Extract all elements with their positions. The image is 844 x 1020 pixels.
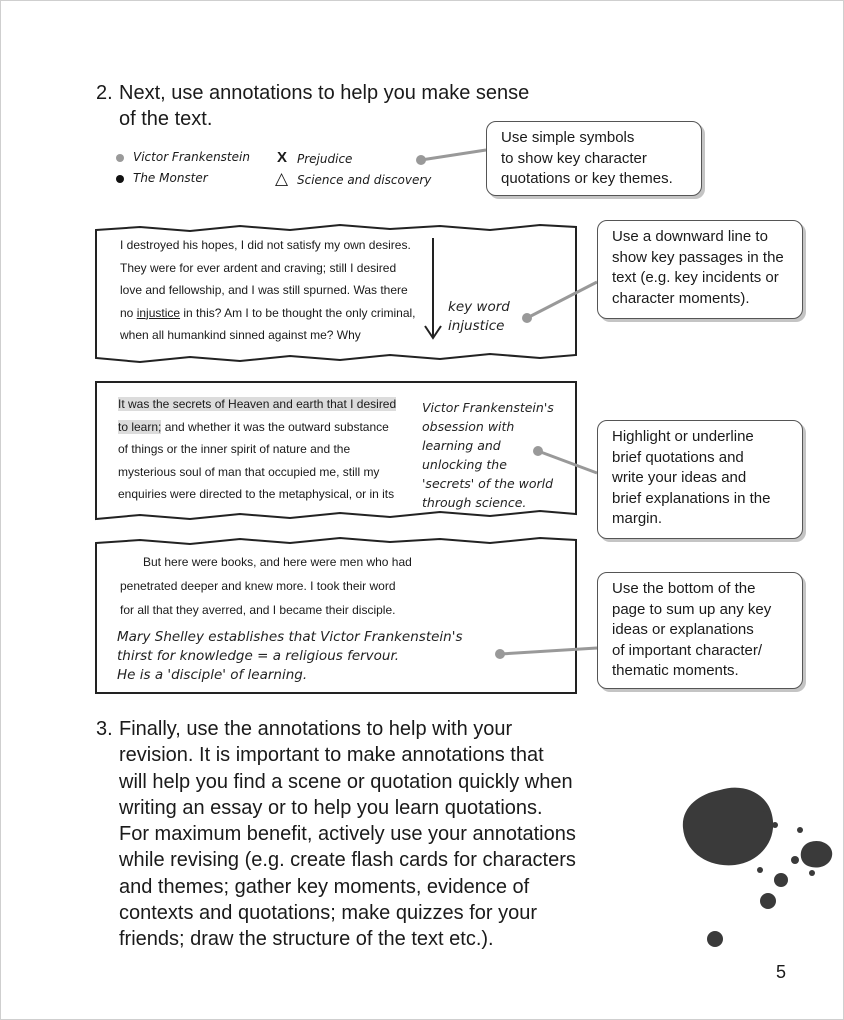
- step-3-line-4: writing an essay or to help you learn quotations.: [119, 796, 543, 819]
- excerpt-1-text: [120, 234, 430, 347]
- connector-symbols-dot: [416, 155, 426, 165]
- cross-icon: X: [277, 149, 288, 166]
- margin-note-2-line-5: 'secrets' of the world: [422, 476, 554, 491]
- margin-note-1-line-1: key word: [448, 299, 510, 315]
- connector-symbols: [421, 150, 486, 160]
- excerpt-2-line-2: [118, 416, 418, 439]
- callout-bottom-line-5: thematic moments.: [612, 662, 739, 679]
- excerpt-2-line-5: enquiries were directed to the metaphysical, or in its: [118, 487, 395, 501]
- step-3-line-5: For maximum benefit, actively use your annotations: [119, 823, 576, 846]
- legend-victor: Victor Frankenstein: [133, 150, 250, 164]
- callout-highlight-line-2: brief quotations and: [612, 448, 744, 466]
- summary-note: [117, 628, 462, 685]
- step-3-line-9: friends; draw the structure of the text etc.).: [119, 928, 494, 951]
- callout-symbols-line-3: quotations or key themes.: [501, 170, 673, 187]
- excerpt-1-line-2: They were for ever ardent and craving; still I desired: [120, 260, 397, 275]
- excerpt-1-line-3: love and fellowship, and I was still spurned. Was there: [120, 283, 408, 297]
- summary-note-line-1: Mary Shelley establishes that Victor Frankenstein's: [117, 629, 463, 645]
- step-3-paragraph: [119, 716, 639, 953]
- excerpt-3-line-3: for all that they averred, and I became their disciple.: [120, 603, 396, 617]
- margin-note-2-line-3: learning and: [422, 438, 501, 453]
- step-3-number: 3.: [96, 718, 113, 740]
- excerpt-2-text: [118, 393, 418, 506]
- callout-highlight: [597, 420, 803, 539]
- page-number: 5: [776, 962, 787, 982]
- callout-line-line-2: show key passages in the: [612, 248, 784, 266]
- callout-bottom-line-1: Use the bottom of the: [612, 580, 756, 597]
- excerpt-1-line-5: when all humankind sinned against me? Why: [120, 328, 361, 342]
- callout-highlight-line-4: brief explanations in the: [612, 489, 771, 507]
- margin-note-2: [422, 398, 554, 512]
- legend-monster: The Monster: [133, 171, 208, 185]
- callout-bottom-line-2: page to sum up any key: [612, 600, 772, 618]
- connector-line-dot: [522, 313, 532, 323]
- step-2-line-1: Next, use annotations to help you make sense: [119, 82, 530, 104]
- excerpt-3-text: [120, 550, 560, 622]
- excerpt-1-line-4-pre: no: [120, 305, 137, 320]
- excerpt-2-highlight-2: to learn;: [118, 419, 162, 434]
- callout-highlight-line-5: margin.: [612, 510, 663, 527]
- step-3-line-6: while revising (e.g. create flash cards for characters: [119, 849, 576, 872]
- callout-line-line-3: text (e.g. key incidents or: [612, 269, 779, 286]
- excerpt-2-line-4: mysterious soul of man that occupied me, still my: [118, 464, 380, 479]
- excerpt-1-line-4: [120, 302, 430, 325]
- excerpt-1-line-4-post: in this? Am I to be thought the only criminal,: [180, 305, 416, 320]
- step-3-line-3: will help you find a scene or quotation quickly when: [119, 770, 573, 793]
- margin-note-1-line-2: injustice: [448, 318, 505, 334]
- callout-bottom-line-3: ideas or explanations: [612, 621, 754, 638]
- connector-line: [527, 282, 597, 318]
- connector-bottom-dot: [495, 649, 505, 659]
- callout-bottom-line-4: of important character/: [612, 641, 763, 659]
- margin-note-2-line-4: unlocking the: [422, 457, 507, 472]
- step-2-number: 2.: [96, 82, 113, 104]
- step-3-line-2: revision. It is important to make annotations that: [119, 744, 544, 767]
- margin-note-2-line-2: obsession with: [422, 419, 515, 434]
- excerpt-2-highlight-1: It was the secrets of Heaven and earth that I desired: [118, 397, 397, 411]
- callout-symbols: [486, 121, 702, 196]
- legend-science: Science and discovery: [297, 173, 432, 187]
- underlined-word-injustice: injustice: [136, 305, 181, 320]
- callout-highlight-line-3: write your ideas and: [612, 469, 747, 486]
- connector-bottom: [500, 648, 597, 654]
- summary-note-line-2: thirst for knowledge = a religious fervour.: [117, 648, 400, 664]
- margin-note-2-line-1: Victor Frankenstein's: [422, 400, 554, 415]
- callout-highlight-line-1: Highlight or underline: [612, 428, 754, 445]
- step-2-line-2: of the text.: [119, 108, 213, 131]
- excerpt-3-line-1: But here were books, and here were men who had: [143, 555, 412, 569]
- excerpt-2-line-2-post: and whether it was the outward substance: [161, 419, 389, 434]
- callout-line-line-1: Use a downward line to: [612, 228, 768, 245]
- callout-symbols-line-2: to show key character: [501, 149, 647, 167]
- step-3-line-1: Finally, use the annotations to help with your: [119, 718, 513, 740]
- legend-prejudice: Prejudice: [297, 152, 353, 166]
- step-3-line-7: and themes; gather key moments, evidence of: [119, 875, 530, 898]
- callout-symbols-line-1: Use simple symbols: [501, 129, 635, 146]
- callout-downward-line: [597, 220, 803, 319]
- callout-bottom: [597, 572, 803, 689]
- excerpt-1-line-1: I destroyed his hopes, I did not satisfy my own desires.: [120, 238, 411, 252]
- excerpt-2-line-1: [118, 393, 418, 416]
- callout-line-line-4: character moments).: [612, 289, 750, 307]
- ink-splatter-icon: [683, 788, 832, 947]
- margin-note-1: [448, 298, 510, 336]
- summary-note-line-3: He is a 'disciple' of learning.: [117, 667, 308, 683]
- excerpt-2-line-3: of things or the inner spirit of nature and the: [118, 442, 351, 456]
- margin-note-2-line-6: through science.: [422, 495, 527, 510]
- step-3-line-8: contexts and quotations; make quizzes for your: [119, 902, 538, 925]
- triangle-icon: △: [275, 169, 289, 188]
- excerpt-3-line-2: penetrated deeper and knew more. I took their word: [120, 579, 396, 593]
